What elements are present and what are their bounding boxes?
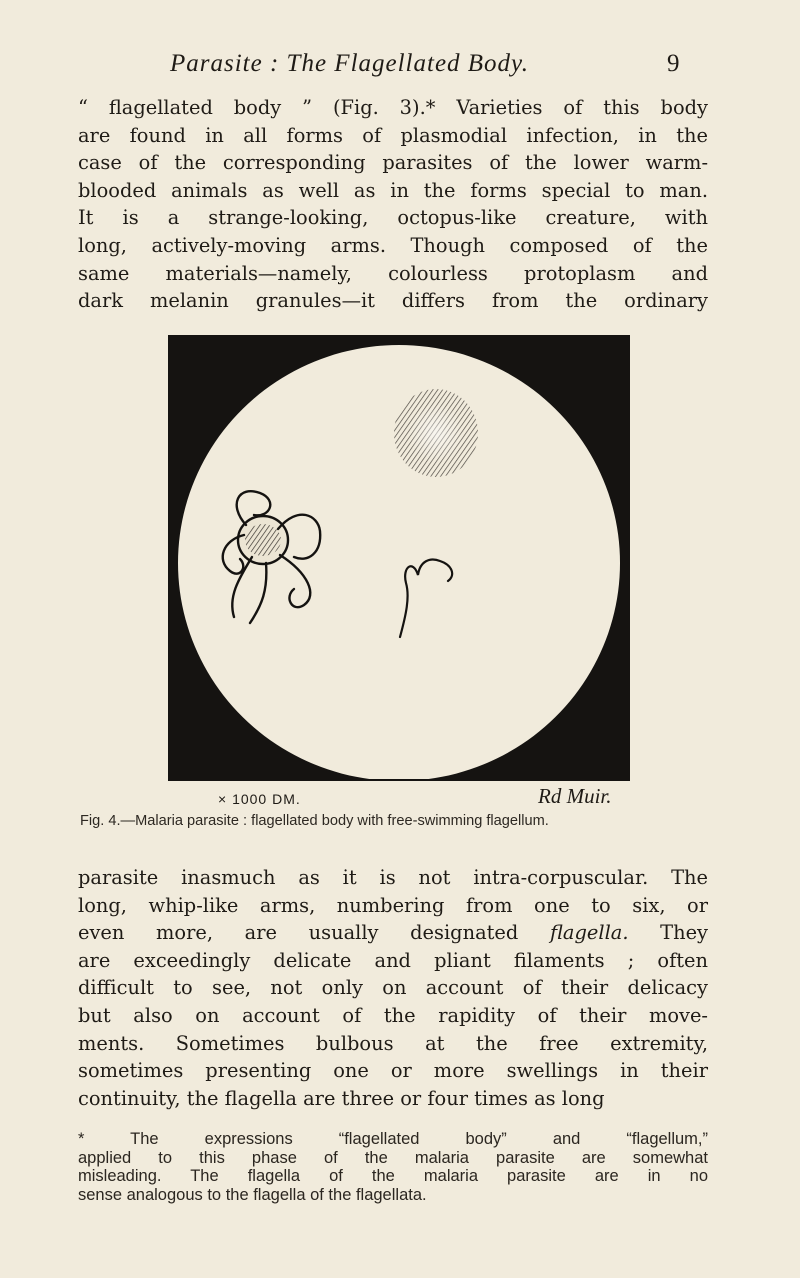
- text-line: “ flagellated body ” (Fig. 3).* Varieties of this body: [78, 96, 708, 119]
- figure-caption: Fig. 4.—Malaria parasite : flagellated body with free-swimming flagellum.: [80, 813, 549, 829]
- text-line: ments. Sometimes bulbous at the free extremity,: [78, 1031, 708, 1055]
- text-line: even more, are usually designated flagella. They: [78, 921, 709, 945]
- text-line: are exceedingly delicate and pliant filaments ; often: [78, 948, 708, 972]
- flagellated-body: [223, 491, 320, 623]
- text-line: but also on account of the rapidity of their move-: [78, 1003, 708, 1027]
- footnote-line: * The expressions “flagellated body” and “flagellum,”: [78, 1130, 708, 1148]
- text-line: case of the corresponding parasites of the lower warm-: [78, 151, 708, 175]
- footnote-line: applied to this phase of the malaria parasite are somewhat: [78, 1148, 708, 1167]
- artist-signature: Rd Muir.: [538, 784, 612, 808]
- text-line: same materials—namely, colourless protoplasm and: [78, 261, 708, 285]
- red-blood-cell: [394, 389, 478, 477]
- microscope-field-svg: [168, 335, 630, 781]
- text-line: difficult to see, not only on account of their delicacy: [78, 976, 708, 1000]
- text-line: long, actively-moving arms. Though composed of the: [78, 233, 708, 257]
- text-line: are found in all forms of plasmodial infection, in the: [78, 123, 708, 147]
- paragraph-1: [78, 94, 708, 315]
- magnification-label: × 1000 DM.: [218, 791, 301, 807]
- text-line: It is a strange-looking, octopus-like creature, with: [78, 206, 708, 230]
- footnote-line: sense analogous to the flagella of the flagellata.: [78, 1185, 427, 1204]
- text-line: parasite inasmuch as it is not intra-corpuscular. The: [78, 866, 708, 889]
- free-flagellum: [400, 560, 452, 637]
- page-number: 9: [667, 50, 680, 77]
- text-line: sometimes presenting one or more swellings in their: [78, 1059, 708, 1083]
- running-head: Parasite : The Flagellated Body.: [170, 50, 530, 77]
- black-field-mask: [168, 335, 630, 781]
- text-line: blooded animals as well as in the forms special to man.: [78, 178, 708, 202]
- text-line: dark melanin granules—it differs from the ordinary: [78, 289, 708, 313]
- text-line: continuity, the flagella are three or four times as long: [78, 1086, 605, 1110]
- figure-4-illustration: [168, 335, 630, 781]
- text-line: long, whip-like arms, numbering from one to six, or: [78, 893, 708, 917]
- footnote: [78, 1130, 708, 1204]
- footnote-line: misleading. The flagella of the malaria parasite are in no: [78, 1167, 708, 1185]
- paragraph-2: [78, 864, 708, 1112]
